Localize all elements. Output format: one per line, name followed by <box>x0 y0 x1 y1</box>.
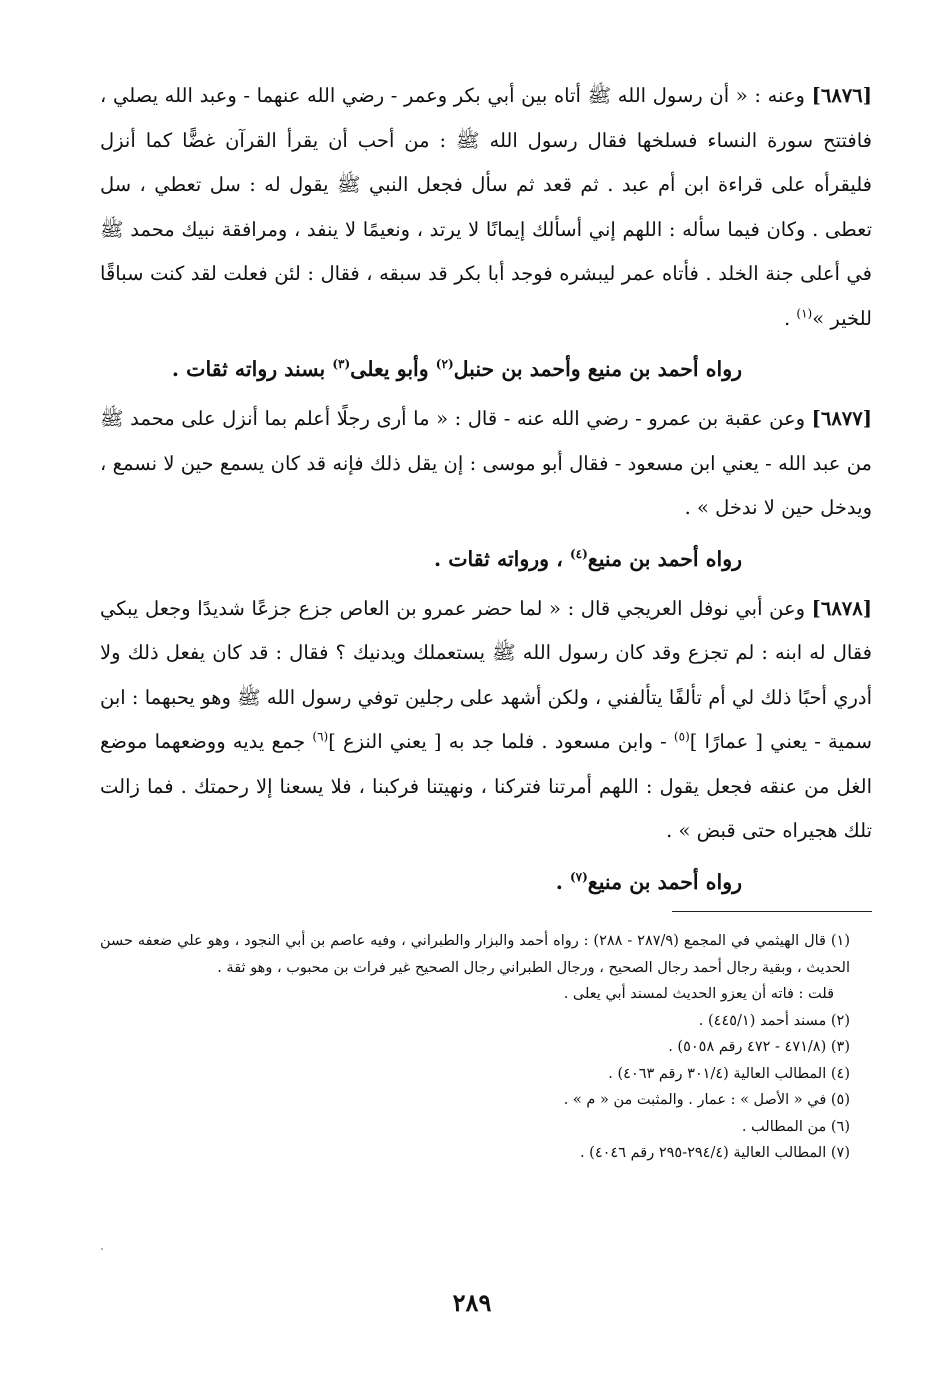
hadith-6877 <box>100 397 872 531</box>
narration-6876 <box>100 347 872 391</box>
footnote-1-note: قلت : فاته أن يعزو الحديث لمسند أبي يعلى . <box>563 986 834 1002</box>
footnote-ref: (٣) <box>332 357 351 372</box>
narration-text: وأبو يعلى <box>350 357 436 381</box>
footnote-4: (٤) المطالب العالية (٣٠١/٤ رقم ٤٠٦٣) . <box>608 1065 850 1082</box>
page-number: ٢٨٩ <box>452 1288 492 1317</box>
footnote-5: (٥) في « الأصل » : عمار . والمثبت من « م » . <box>563 1092 850 1108</box>
footnote-6: (٦) من المطالب . <box>741 1118 850 1135</box>
footnote-2: (٢) مسند أحمد (٤٤٥/١) . <box>698 1012 850 1029</box>
footnotes <box>100 928 872 1167</box>
hadith-number: [٦٨٧٦] <box>811 84 872 107</box>
narration-6877 <box>100 537 872 581</box>
footnote-ref: (٦) <box>312 729 329 744</box>
footnote-ref: (٢) <box>435 357 454 372</box>
footnote-1: (١) قال الهيثمي في المجمع (٢٨٧/٩ - ٢٨٨) : رواه أحمد والبزار والطبراني ، وفيه عاصم بن أبي النجود ، وهو علي ضعفه حسن الحديث ، وبقية رجال أحمد رجال الصحيح ، ورجال الطبراني رجال الصحيح غير فرات بن محبوب ، وهو ثقة . <box>100 933 851 976</box>
hadith-6878 <box>100 587 872 854</box>
hadith-text: - وابن مسعود . فلما جد به [ يعني النزع ] <box>328 730 674 753</box>
hadith-text: وعنه : « أن رسول الله ﷺ أتاه بين أبي بكر وعمر - رضي الله عنهما - وعبد الله يصلي ، فافتتح سورة النساء فسلخها فقال رسول الله ﷺ : من أحب أن يقرأ القرآن غضًّا كما أنزل فليقرأه على قراءة ابن أم عبد . ثم قعد ثم سأل فجعل النبي ﷺ يقول له : سل تعطي ، سل تعطى . وكان فيما سأله : اللهم إني أسألك إيمانًا لا يرتد ، ونعيمًا لا ينفد ، ومرافقة نبيك محمد ﷺ في أعلى جنة الخلد . فأتاه عمر ليبشره فوجد أبا بكر قد سبقه ، فقال : لئن فعلت لقد كنت سباقًا للخير » <box>100 84 872 330</box>
hadith-text: وعن أبي نوفل العريجي قال : « لما حضر عمرو بن العاص جزع جزعًا شديدًا وجعل يبكي فقال له ابنه : لم تجزع وقد كان رسول الله ﷺ يستعملك ويدنيك ؟ فقال : قد كان يفعل ذلك ولا أدري أحبًا ذلك لي أم تألفًا يتألفني ، ولكن أشهد على رجلين توفي رسول الله ﷺ وهو يحبهما : ابن سمية - يعني [ عمارًا ] <box>100 596 872 753</box>
footnote-ref: (٧) <box>569 869 588 884</box>
footnote-ref: (٤) <box>569 546 588 561</box>
footnote-ref: (٥) <box>673 729 690 744</box>
narration-text: ، ورواته ثقات . <box>433 546 570 571</box>
footnote-ref: (١) <box>796 306 813 320</box>
hadith-number: [٦٨٧٨] <box>811 596 872 620</box>
hadith-6876 <box>100 74 872 341</box>
narration-text: رواه أحمد بن منيع <box>587 869 742 894</box>
narration-text: رواه أحمد بن منيع <box>587 546 742 571</box>
narration-text: . <box>555 869 570 894</box>
narration-6878 <box>100 860 872 904</box>
narration-text: بسند رواته ثقات . <box>171 357 333 381</box>
hadith-number: [٦٨٧٧] <box>811 407 872 430</box>
main-text <box>100 74 872 910</box>
hadith-text: جمع يديه ووضعهما موضع الغل من عنقه فجعل يقول : اللهم أمرتنا فتركنا ، ونهيتنا فركبنا ، فلا يسعنا إلا رحمتك . فما زالت تلك هجيراه حتى قبض » . <box>100 730 872 842</box>
narration-text: رواه أحمد بن منيع وأحمد بن حنبل <box>453 357 742 381</box>
hadith-text: وعن عقبة بن عمرو - رضي الله عنه - قال : « ما أرى رجلًا أعلم بما أنزل على محمد ﷺ من عبد الله - يعني ابن مسعود - فقال أبو موسى : إن يقل ذلك فإنه قد كان يسمع حين لا نسمع ، ويدخل حين لا ندخل » . <box>100 407 872 519</box>
hadith-text-tail: . <box>784 306 797 330</box>
footnote-3: (٣) (٤٧١/٨ - ٤٧٢ رقم ٥٠٥٨) . <box>668 1039 850 1055</box>
scan-speck <box>101 1248 103 1250</box>
footnote-7: (٧) المطالب العالية (٢٩٤/٤-٢٩٥ رقم ٤٠٤٦) . <box>579 1145 850 1161</box>
footnote-divider <box>672 911 872 912</box>
